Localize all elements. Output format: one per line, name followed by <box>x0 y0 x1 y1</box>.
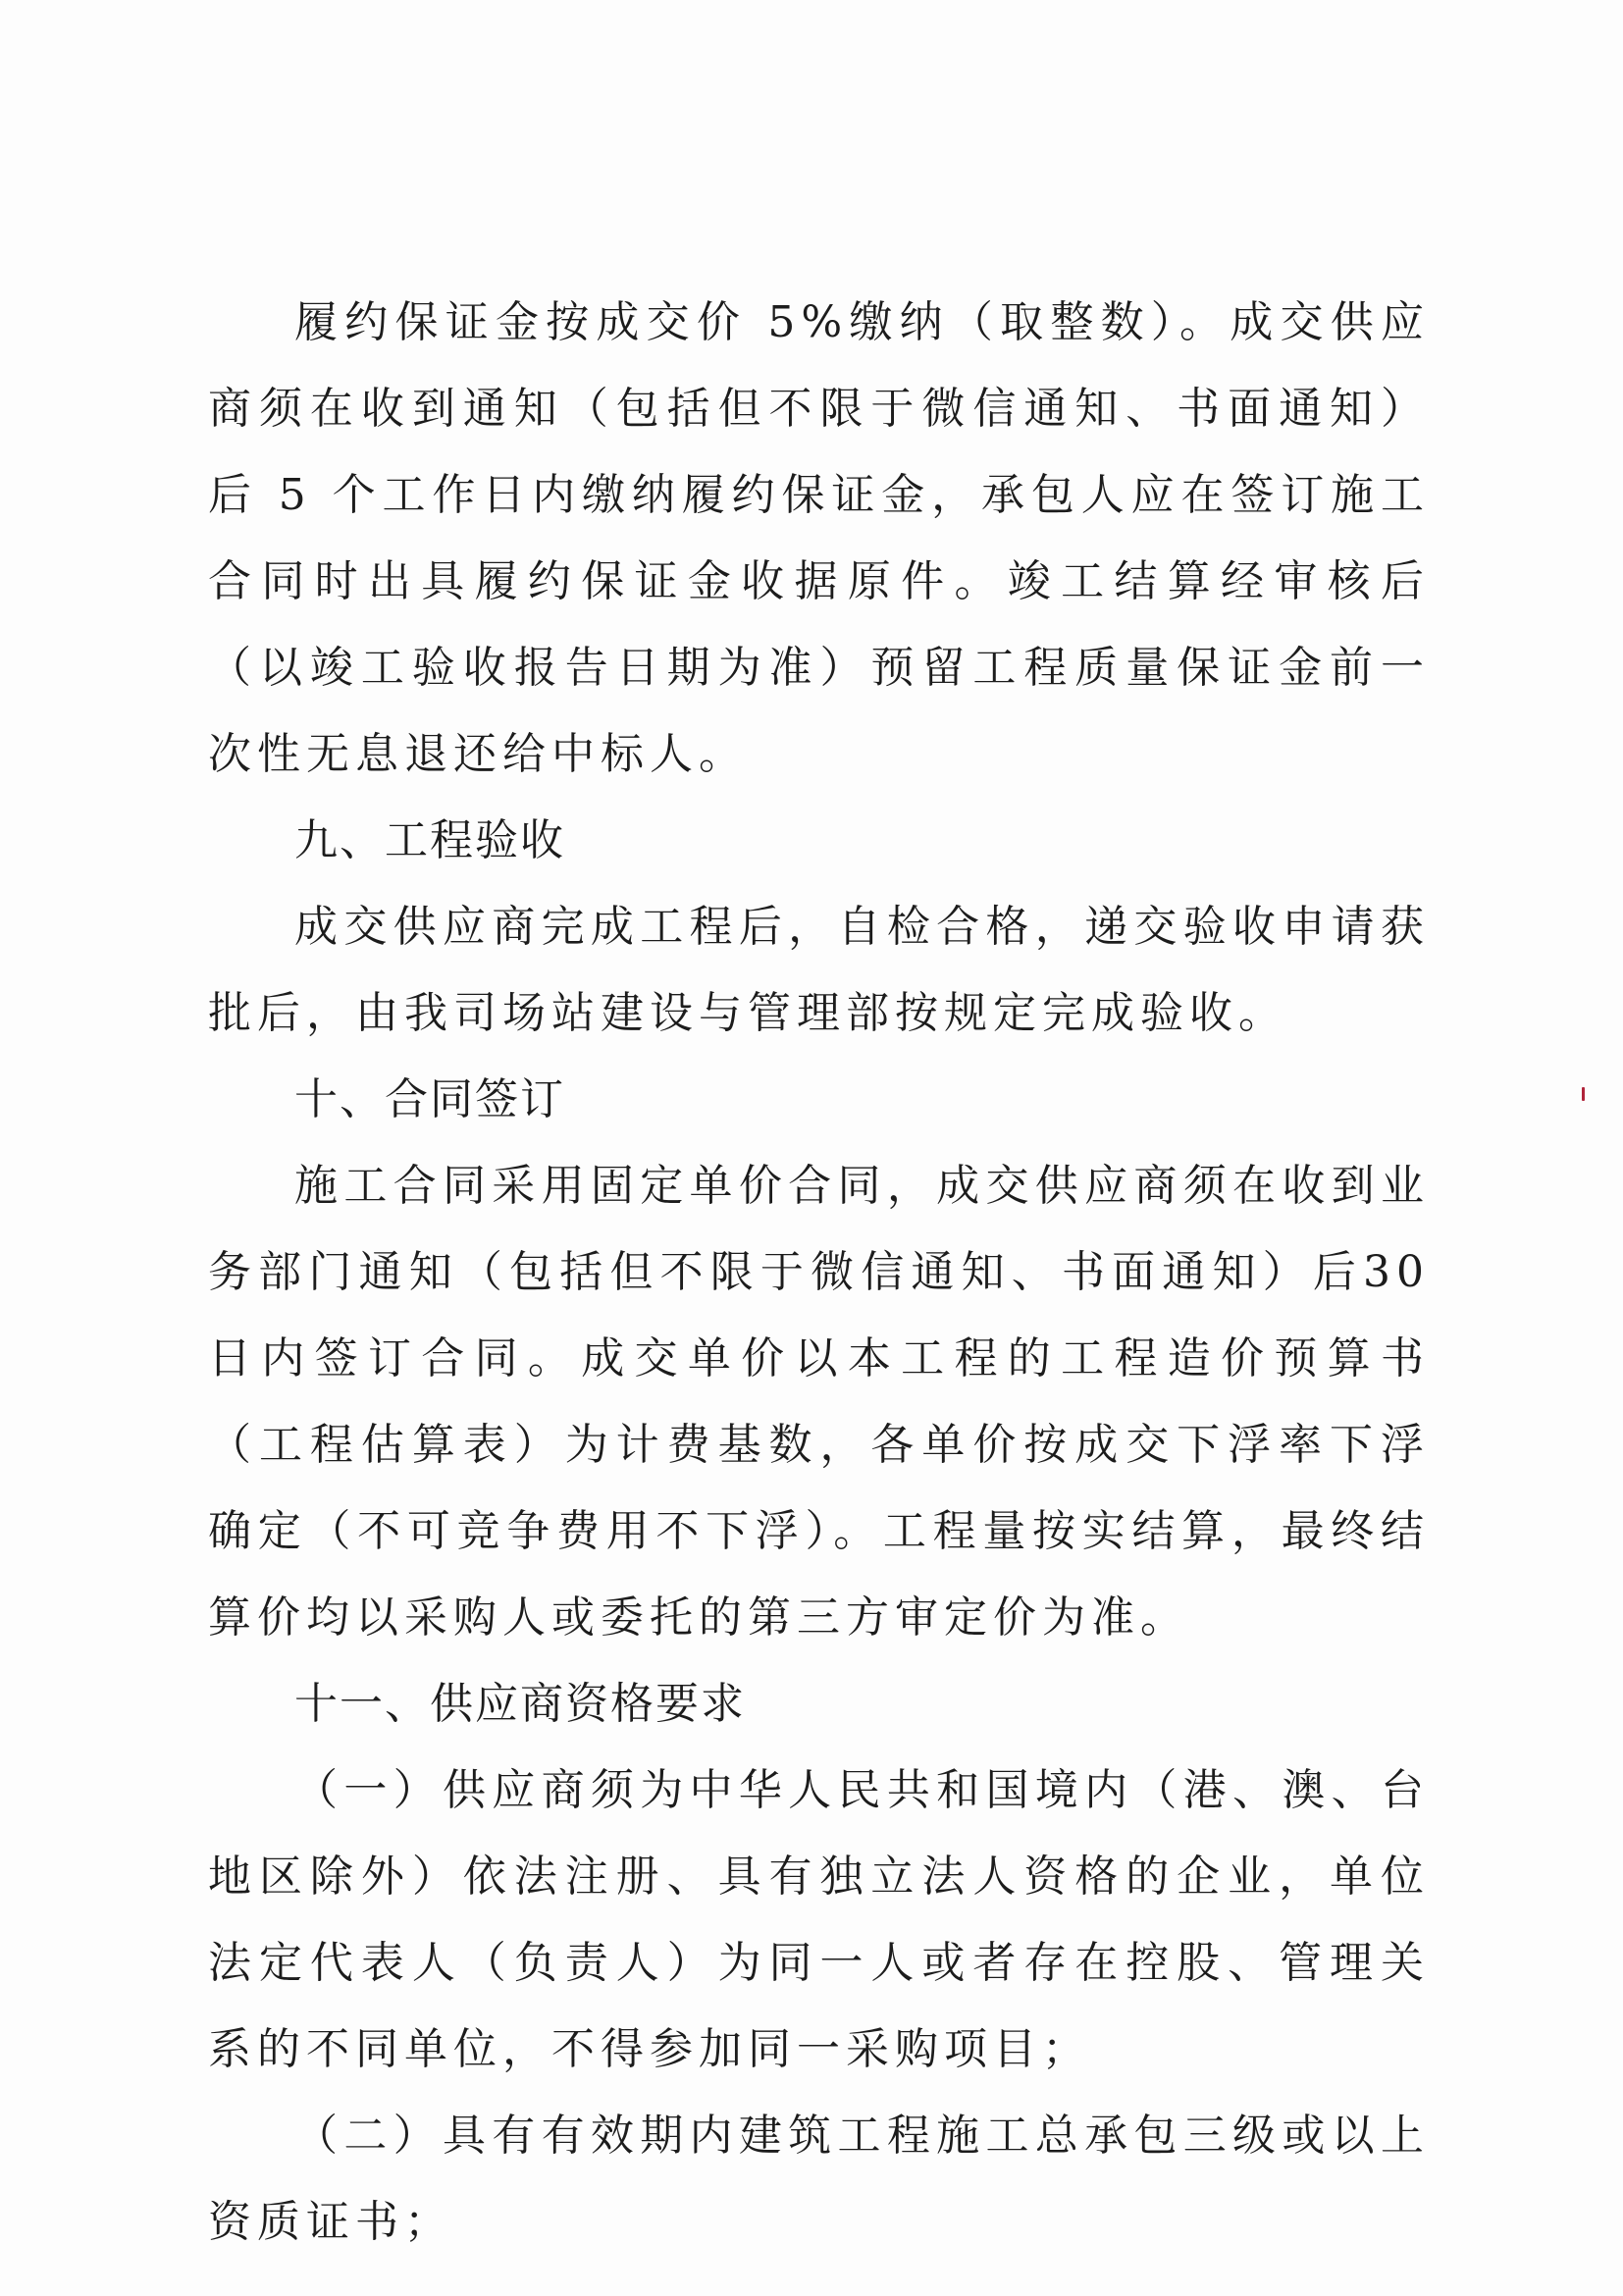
document-body <box>208 280 1430 2266</box>
paragraph-qualification-2: （二）具有有效期内建筑工程施工总承包三级或以上资质证书； <box>208 2111 1430 2247</box>
section-heading-qualifications: 十一、供应商资格要求 <box>294 1679 746 1729</box>
paragraph-performance-bond: 履约保证金按成交价 5%缴纳（取整数）。成交供应商须在收到通知（包括但不限于微信通知、书面通知）后 5 个工作日内缴纳履约保证金，承包人应在签订施工合同时出具履约保证金收据原件。竣工结算经审核后（以竣工验收报告日期为准）预留工程质量保证金前一次性无息退还给中标人。 <box>208 297 1430 779</box>
paragraph-qualification-1: （一）供应商须为中华人民共和国境内（港、澳、台地区除外）依法注册、具有独立法人资格的企业，单位法定代表人（负责人）为同一人或者存在控股、管理关系的不同单位，不得参加同一采购项目； <box>208 1765 1430 2074</box>
section-heading-contract: 十、合同签订 <box>294 1074 565 1124</box>
scan-mark <box>1582 1087 1585 1101</box>
paragraph-contract: 施工合同采用固定单价合同，成交供应商须在收到业务部门通知（包括但不限于微信通知、书面通知）后30 日内签订合同。成交单价以本工程的工程造价预算书（工程估算表）为计费基数，各单价按成交下浮率下浮确定（不可竞争费用不下浮）。工程量按实结算，最终结算价均以采购人或委托的第三方审定价为准。 <box>208 1161 1430 1643</box>
paragraph-acceptance: 成交供应商完成工程后，自检合格，递交验收申请获批后，由我司场站建设与管理部按规定完成验收。 <box>208 902 1430 1038</box>
section-heading-acceptance: 九、工程验收 <box>294 815 565 865</box>
